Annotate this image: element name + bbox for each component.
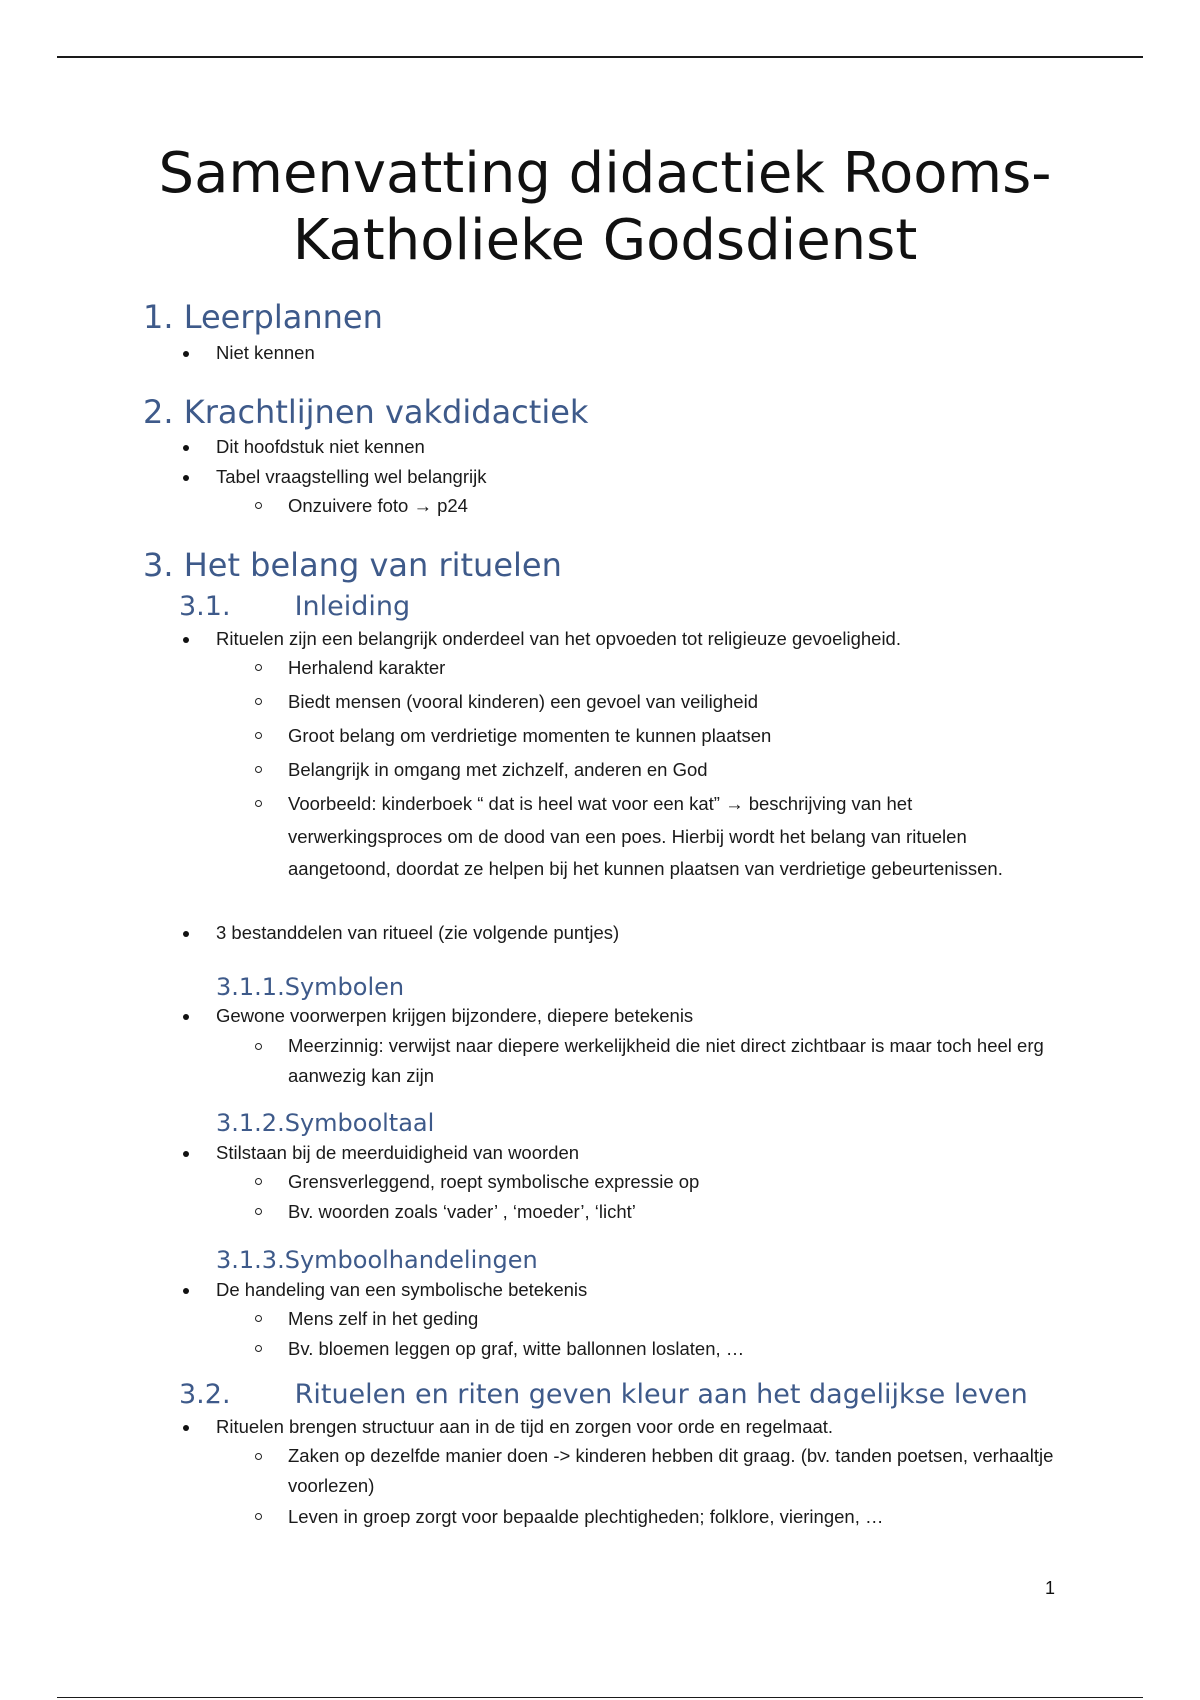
heading-symbolen	[216, 973, 404, 1001]
list-item: Gewone voorwerpen krijgen bijzondere, diepere betekenis	[216, 1005, 694, 1026]
list-item: De handeling van een symbolische betekenis	[216, 1279, 588, 1300]
list-item: Stilstaan bij de meerduidigheid van woorden	[216, 1142, 580, 1163]
list-item: Niet kennen	[216, 342, 315, 363]
heading-symboolhandelingen	[216, 1246, 538, 1274]
list-item: Rituelen zijn een belangrijk onderdeel van het opvoeden tot religieuze gevoeligheid.	[216, 628, 901, 649]
sub-list-item: Bv. woorden zoals ‘vader’ , ‘moeder’, ‘licht’	[288, 1196, 1068, 1229]
heading-number: 3.1.2.	[216, 1109, 285, 1137]
heading-number: 3.2.	[179, 1379, 231, 1410]
heading-belang-rituelen	[143, 546, 562, 584]
list-item: 3 bestanddelen van ritueel (zie volgende puntjes)	[216, 922, 620, 943]
heading-number: 3.1.3.	[216, 1246, 285, 1274]
heading-leerplannen	[143, 298, 383, 336]
list-item: Dit hoofdstuk niet kennen	[216, 436, 425, 457]
sub-list-item: Belangrijk in omgang met zichzelf, anderen en God	[288, 754, 1068, 787]
heading-text: Symbooltaal	[284, 1109, 435, 1137]
heading-text: Symboolhandelingen	[284, 1246, 538, 1274]
heading-text: Het belang van rituelen	[183, 546, 562, 584]
heading-text: Leerplannen	[183, 298, 383, 336]
heading-number: 3.	[143, 546, 174, 584]
sub-list-item: Grensverleggend, roept symbolische expressie op	[288, 1166, 1068, 1199]
heading-text: Inleiding	[294, 591, 411, 622]
heading-text: Krachtlijnen vakdidactiek	[183, 393, 589, 431]
sub-list-item: Herhalend karakter	[288, 652, 1068, 685]
heading-krachtlijnen	[143, 393, 588, 431]
sub-list-item: Bv. bloemen leggen op graf, witte ballonnen loslaten, …	[288, 1333, 1068, 1366]
sub-list-item: Zaken op dezelfde manier doen -> kinderen hebben dit graag. (bv. tanden poetsen, verhaaltje voorlezen)	[288, 1441, 1068, 1501]
heading-symbooltaal	[216, 1109, 434, 1137]
footer-rule	[57, 1697, 1143, 1698]
list-item: Tabel vraagstelling wel belangrijk	[216, 466, 487, 487]
heading-text: Symbolen	[284, 973, 405, 1001]
header-rule	[57, 56, 1143, 58]
heading-number: 3.1.	[179, 591, 231, 622]
heading-number: 3.1.1.	[216, 973, 285, 1001]
sub-list-item: Onzuivere foto → p24	[288, 490, 1068, 523]
list-item: Rituelen brengen structuur aan in de tijd en zorgen voor orde en regelmaat.	[216, 1416, 834, 1437]
page-number: 1	[1045, 1578, 1056, 1598]
heading-text: Rituelen en riten geven kleur aan het dagelijkse leven	[294, 1379, 1028, 1410]
heading-rituelen-riten	[179, 1379, 1028, 1410]
heading-inleiding	[179, 591, 410, 622]
document-title: Samenvatting didactiek Rooms-Katholieke Godsdienst	[158, 141, 1052, 273]
sub-list-item: Meerzinnig: verwijst naar diepere werkelijkheid die niet direct zichtbaar is maar toch heel erg aanwezig kan zijn	[288, 1031, 1068, 1091]
heading-number: 2.	[143, 393, 174, 431]
sub-list-item: Groot belang om verdrietige momenten te kunnen plaatsen	[288, 720, 1068, 753]
sub-list-item: Mens zelf in het geding	[288, 1303, 1068, 1336]
sub-list-item: Voorbeeld: kinderboek “ dat is heel wat voor een kat” → beschrijving van het verwerkingsproces om de dood van een poes. Hierbij wordt het belang van rituelen aangetoond, doordat ze helpen bij het kunnen plaatsen van verdrietige gebeurtenissen.	[288, 788, 1068, 886]
sub-list-item: Biedt mensen (vooral kinderen) een gevoel van veiligheid	[288, 686, 1068, 719]
sub-list-item: Leven in groep zorgt voor bepaalde plechtigheden; folklore, vieringen, …	[288, 1501, 1068, 1534]
heading-number: 1.	[143, 298, 174, 336]
